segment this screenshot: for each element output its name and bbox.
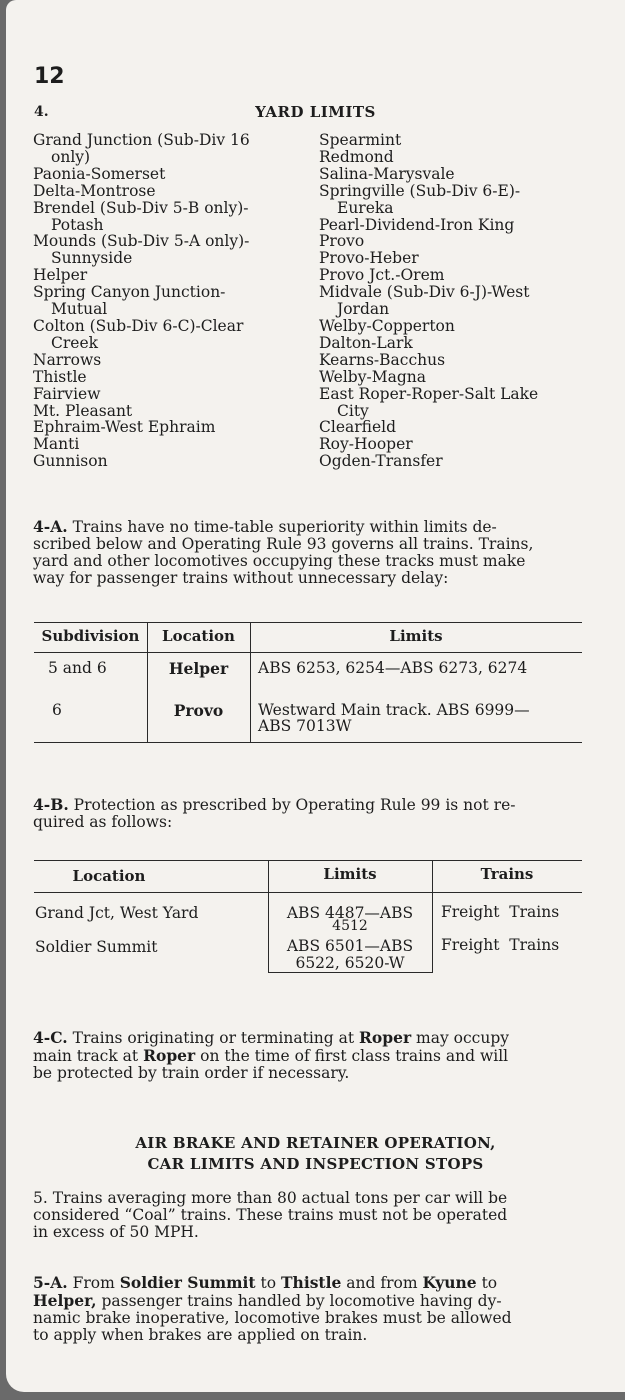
place-name: Thistle <box>281 1273 342 1292</box>
table-cell-trains: Freight Trains <box>441 903 560 921</box>
yard-limit-entry: Spring Canyon Junction- <box>33 283 226 302</box>
timetable-page <box>6 0 625 1392</box>
text-run: Trains originating or terminating at <box>72 1029 360 1047</box>
yard-limit-entry: Gunnison <box>33 452 108 471</box>
yard-limit-entry: Springville (Sub-Div 6-E)- <box>319 181 521 200</box>
yard-limit-entry: Creek <box>51 333 99 352</box>
yard-limit-entry: Pearl-Dividend-Iron King <box>319 215 515 234</box>
table-cell-limits: 6522, 6520-W <box>295 954 405 972</box>
paragraph-line: namic brake inoperative, locomotive brakes must be allowed <box>33 1309 512 1327</box>
yard-limit-entry: East Roper-Roper-Salt Lake <box>319 384 539 403</box>
yard-limit-entry: Spearmint <box>319 131 402 149</box>
section-5a-paragraph <box>33 1274 585 1344</box>
paragraph-line: considered “Coal” trains. These trains must not be operated <box>33 1206 508 1224</box>
yard-limit-entry: Welby-Copperton <box>319 316 455 335</box>
place-name: Helper, <box>33 1291 97 1310</box>
yard-limit-entry: only) <box>51 147 91 166</box>
table-header-location: Location <box>72 867 146 885</box>
yard-limit-entry: Salina-Marysvale <box>319 164 455 183</box>
section-4b-label: 4-B. <box>33 795 69 814</box>
section-5-label: 5. <box>33 1189 48 1207</box>
yard-limit-entry: Dalton-Lark <box>319 333 413 352</box>
paragraph-line: quired as follows: <box>33 813 173 831</box>
yard-limit-entry: Eureka <box>337 198 394 217</box>
section-4c-label: 4-C. <box>33 1028 68 1047</box>
yard-limit-entry: Mounds (Sub-Div 5-A only)- <box>33 232 250 251</box>
table-header-trains: Trains <box>480 865 534 883</box>
yard-limits-right-column <box>319 132 538 470</box>
yard-limit-entry: Potash <box>51 215 104 234</box>
text-run: to <box>476 1274 498 1292</box>
place-name: Kyune <box>422 1273 477 1292</box>
yard-limit-entry: Colton (Sub-Div 6-C)-Clear <box>33 316 244 335</box>
page-number: 12 <box>34 64 65 89</box>
table-rule <box>34 652 582 653</box>
yard-limit-entry: Brendel (Sub-Div 5-B only)- <box>33 198 249 217</box>
paragraph-line: to apply when brakes are applied on train. <box>33 1326 368 1344</box>
yard-limit-entry: Provo-Heber <box>319 249 419 268</box>
paragraph-line: way for passenger trains without unnecessary delay: <box>33 569 449 587</box>
heading-line: CAR LIMITS AND INSPECTION STOPS <box>147 1155 484 1173</box>
table-rule <box>34 892 582 893</box>
section-4c-paragraph <box>33 1029 585 1082</box>
table-cell-location: Soldier Summit <box>35 938 158 956</box>
table-cell-subdivision: 5 and 6 <box>48 659 107 677</box>
yard-limit-entry: Helper <box>33 266 88 285</box>
yard-limits-left-column <box>33 132 250 470</box>
table-cell-limits: ABS 6501—ABS <box>286 937 414 955</box>
table-cell-location: Grand Jct, West Yard <box>35 904 199 922</box>
yard-limit-entry: Paonia-Somerset <box>33 164 166 183</box>
paragraph-line: Trains averaging more than 80 actual tons per car will be <box>52 1189 508 1207</box>
yard-limit-entry: Narrows <box>33 350 102 369</box>
yard-limit-entry: Kearns-Bacchus <box>319 350 446 369</box>
section-4-title: YARD LIMITS <box>255 103 376 121</box>
place-name: Soldier Summit <box>119 1273 256 1292</box>
yard-limit-entry: Ephraim-West Ephraim <box>33 418 216 437</box>
paragraph-line: Trains have no time-table superiority within limits de- <box>72 518 497 536</box>
yard-limit-entry: Provo <box>319 232 365 251</box>
text-run: on the time of first class trains and will <box>195 1047 509 1065</box>
table-rule <box>34 622 582 623</box>
yard-limit-entry: Roy-Hooper <box>319 435 413 454</box>
text-run: and from <box>341 1274 423 1292</box>
yard-limit-entry: Welby-Magna <box>319 367 426 386</box>
section-5a-label: 5-A. <box>33 1273 68 1292</box>
yard-limit-entry: Sunnyside <box>51 249 133 268</box>
text-run: to <box>255 1274 282 1292</box>
table-header-location: Location <box>162 627 235 645</box>
yard-limit-entry: Thistle <box>33 367 87 386</box>
paragraph-line: yard and other locomotives occupying these tracks must make <box>33 552 526 570</box>
text-run: be protected by train order if necessary. <box>33 1064 350 1082</box>
yard-limit-entry: Delta-Montrose <box>33 181 156 200</box>
table-rule <box>268 972 433 973</box>
text-run: main track at <box>33 1047 144 1065</box>
yard-limit-entry: City <box>337 401 369 420</box>
section-4b-paragraph <box>33 796 585 831</box>
yard-limit-entry: Ogden-Transfer <box>319 452 443 471</box>
yard-limit-entry: Mutual <box>51 300 108 319</box>
section-4-number: 4. <box>34 104 49 120</box>
yard-limit-entry: Redmond <box>319 147 394 166</box>
section-4a-label: 4-A. <box>33 517 68 536</box>
paragraph-line: scribed below and Operating Rule 93 governs all trains. Trains, <box>33 535 534 553</box>
table-cell-subdivision: 6 <box>52 701 62 719</box>
table-cell-limits: ABS 4487—ABS <box>286 904 414 922</box>
yard-limit-entry: Clearfield <box>319 418 397 437</box>
heading-line: AIR BRAKE AND RETAINER OPERATION, <box>135 1134 496 1152</box>
paragraph-line: in excess of 50 MPH. <box>33 1223 199 1241</box>
text-run: may occupy <box>411 1029 510 1047</box>
table-header-limits: Limits <box>323 865 377 883</box>
table-cell-trains: Freight Trains <box>441 936 560 954</box>
table-rule <box>34 742 582 743</box>
yard-limit-entry: Fairview <box>33 384 101 403</box>
place-name: Roper <box>143 1046 196 1065</box>
table-cell-limits: ABS 7013W <box>258 717 352 735</box>
yard-limit-entry: Provo Jct.-Orem <box>319 266 445 285</box>
yard-limit-entry: Midvale (Sub-Div 6-J)-West <box>319 283 530 302</box>
yard-limit-entry: Jordan <box>337 300 390 319</box>
table-cell-limits: 4512 <box>332 918 368 934</box>
table-rule <box>34 860 582 861</box>
table-cell-limits: ABS 6253, 6254—ABS 6273, 6274 <box>258 659 528 677</box>
table-cell-location: Helper <box>168 659 229 678</box>
table-cell-limits: Westward Main track. ABS 6999— <box>258 701 530 719</box>
yard-limit-entry: Grand Junction (Sub-Div 16 <box>33 131 250 149</box>
table-cell-location: Provo <box>173 701 224 720</box>
text-run: passenger trains handled by locomotive having dy- <box>96 1292 502 1310</box>
table-header-limits: Limits <box>389 627 443 645</box>
air-brake-heading <box>6 1133 625 1175</box>
table-header-subdivision: Subdivision <box>41 627 140 645</box>
section-4a-paragraph <box>33 518 585 587</box>
yard-limit-entry: Mt. Pleasant <box>33 401 133 420</box>
text-run: From <box>72 1274 120 1292</box>
yard-limit-entry: Manti <box>33 435 80 454</box>
paragraph-line: Protection as prescribed by Operating Rule 99 is not re- <box>73 796 516 814</box>
place-name: Roper <box>359 1028 412 1047</box>
section-5-paragraph <box>33 1190 585 1241</box>
